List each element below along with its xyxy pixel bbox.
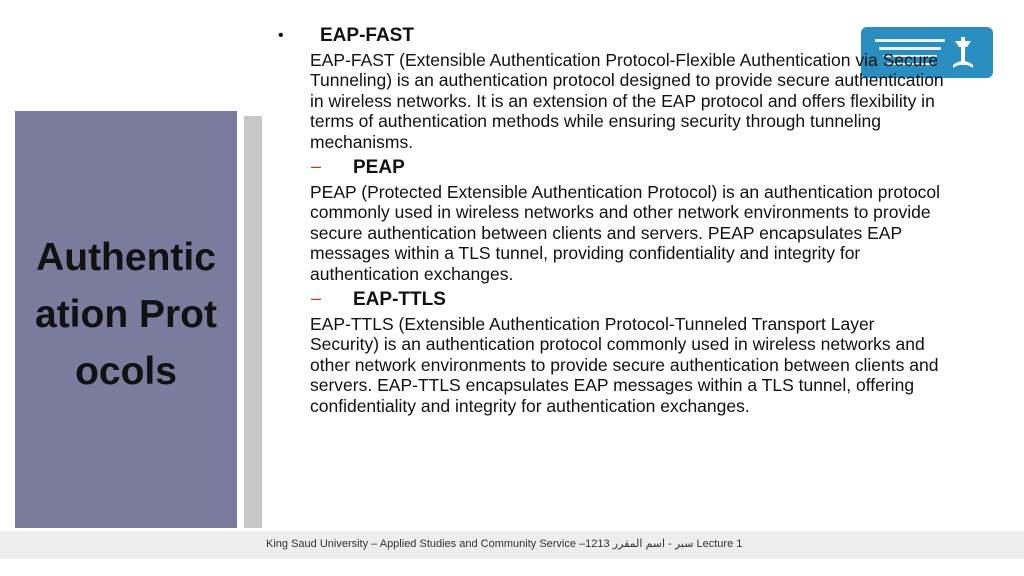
footer-text: King Saud University – Applied Studies and Community Service –1213 سبر - اسم المقرر Lecture 1 — [266, 538, 743, 550]
section-heading: EAP-TTLS — [353, 289, 446, 311]
section-heading: EAP-FAST — [320, 25, 414, 46]
dash-marker: – — [311, 288, 322, 309]
bullet-marker: • — [278, 27, 284, 44]
dash-marker: – — [311, 156, 322, 177]
decorative-strip — [244, 116, 262, 528]
content-area — [278, 24, 948, 420]
section-heading: PEAP — [353, 157, 405, 179]
title-panel — [15, 111, 237, 528]
section-body: EAP-TTLS (Extensible Authentication Protocol-Tunneled Transport Layer Security) is an authentication protocol commonly used in wireless networks and other network environments to provide secure authentication between clients and servers. EAP-TTLS encapsulates EAP messages within a TLS tunnel, offering confidentiality and integrity for authentication exchanges. — [310, 314, 939, 416]
section-body: EAP-FAST (Extensible Authentication Protocol-Flexible Authentication via Secure Tunneling) is an authentication protocol designed to provide secure authentication in wireless networks. It is an extension of the EAP protocol and offers flexibility in terms of authentication methods while ensuring security through tunneling mechanisms. — [310, 50, 944, 152]
section-body: PEAP (Protected Extensible Authentication Protocol) is an authentication protocol commonly used in wireless networks and other network environments to provide secure authentication between clients and servers. PEAP encapsulates EAP messages within a TLS tunnel, providing confidentiality and integrity for authentication exchanges. — [310, 182, 941, 284]
slide-title: Authentication Protocols — [35, 236, 217, 393]
section-eap-fast — [278, 24, 948, 152]
section-eap-ttls — [278, 288, 948, 416]
section-peap — [278, 156, 948, 284]
